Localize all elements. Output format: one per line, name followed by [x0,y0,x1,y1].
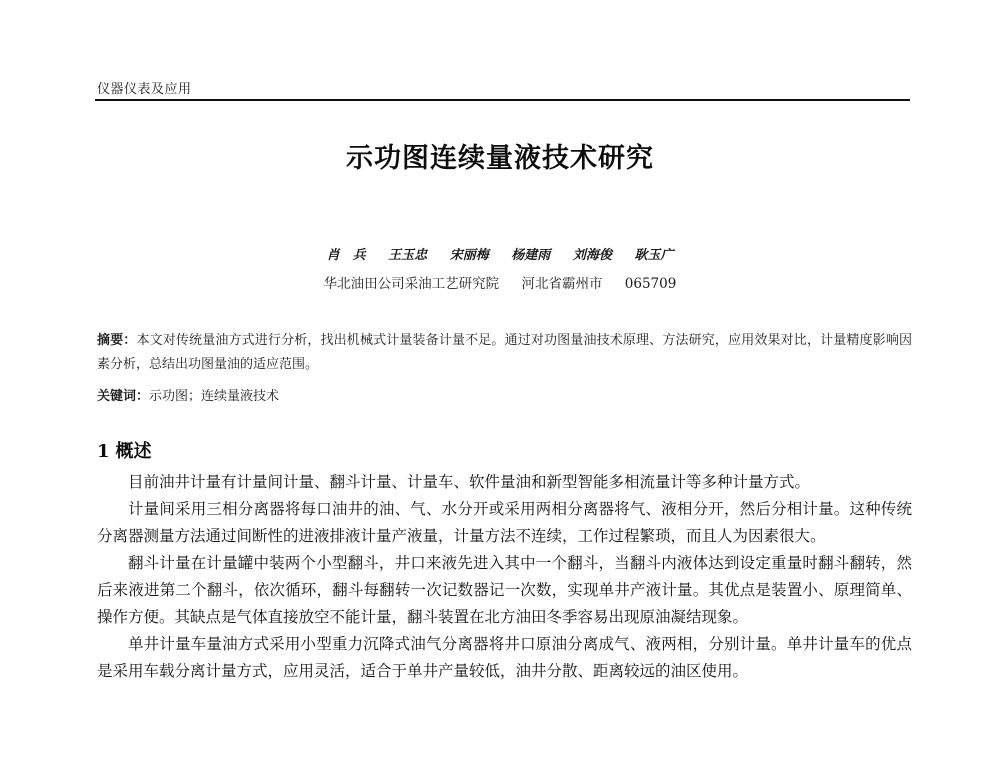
affiliation-line [0,272,1000,292]
abstract-text: 本文对传统量油方式进行分析，找出机械式计量装备计量不足。通过对功图量油技术原理、方法研究，应用效果对比，计量精度影响因素分析，总结出功图量油的适应范围。 [97,333,912,372]
journal-running-header: 仪器仪表及应用 [97,82,192,97]
affiliation-institute: 华北油田公司采油工艺研究院 [323,276,500,292]
affiliation-location: 河北省霸州市 [521,276,603,292]
paper-title: 示功图连续量液技术研究 [346,143,654,174]
keywords-text: 示功图；连续量液技术 [149,389,280,404]
author-list [0,244,1000,263]
section-number: 1 [97,441,110,462]
body-paragraph: 单井计量车量油方式采用小型重力沉降式油气分离器将井口原油分离成气、液两相，分别计量。单井计量车的优点是采用车载分离计量方式，应用灵活，适合于单井产量较低，油井分散、距离较远的油区使用。 [97,635,912,680]
author-name: 耿玉广 [634,248,674,263]
header-rule [95,99,910,101]
author-name: 王玉忠 [388,248,428,263]
body-paragraph: 计量间采用三相分离器将每口油井的油、气、水分开或采用两相分离器将气、液相分开，然后分相计量。这种传统分离器测量方法通过间断性的进液排液计量产液量，计量方法不连续，工作过程繁琐，而且人为因素很大。 [97,500,912,545]
author-name: 肖 兵 [326,248,366,263]
abstract-label: 摘要： [97,333,137,348]
keywords [97,385,912,409]
affiliation-postcode: 065709 [624,276,677,292]
author-name: 刘海俊 [572,248,612,263]
keywords-label: 关键词： [97,389,150,404]
body-text [97,469,912,685]
author-name: 杨建雨 [511,248,551,263]
body-paragraph: 翻斗计量在计量罐中装两个小型翻斗，井口来液先进入其中一个翻斗，当翻斗内液体达到设定重量时翻斗翻转，然后来液进第二个翻斗，依次循环，翻斗每翻转一次记数器记一次数，实现单井产液计量。其优点是装置小、原理简单、操作方便。其缺点是气体直接放空不能计量，翻斗装置在北方油田冬季容易出现原油凝结现象。 [97,554,912,626]
abstract [97,329,912,377]
section-heading [97,437,152,463]
author-name: 宋丽梅 [449,248,489,263]
body-paragraph: 目前油井计量有计量间计量、翻斗计量、计量车、软件量油和新型智能多相流量计等多种计量方式。 [128,473,811,491]
section-title: 概述 [115,441,152,462]
